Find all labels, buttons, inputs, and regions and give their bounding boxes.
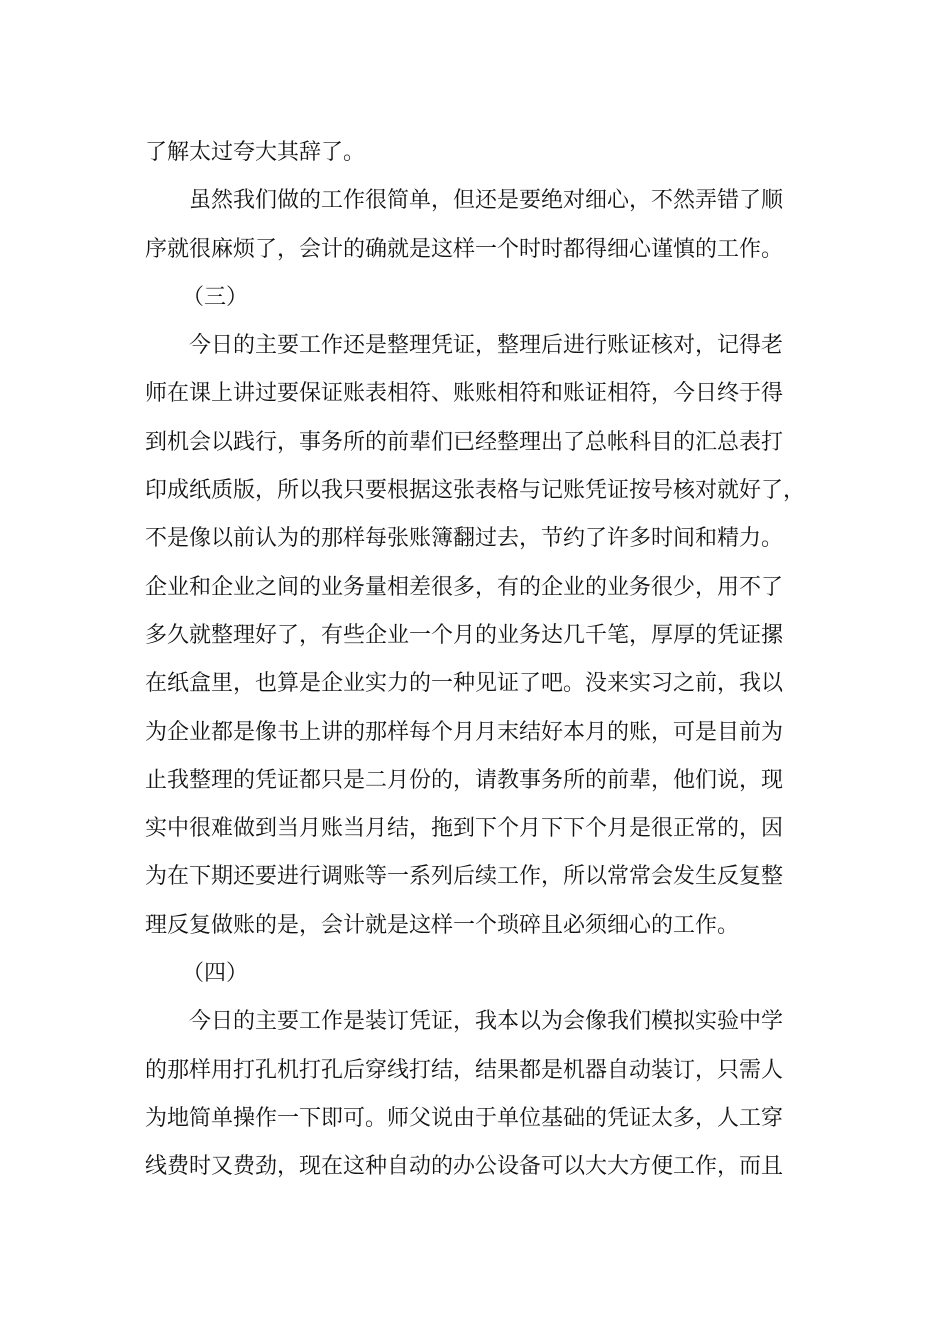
paragraph-line: 实中很难做到当月账当月结，拖到下个月下下个月是很正常的，因 bbox=[145, 816, 784, 842]
paragraph-line: 不是像以前认为的那样每张账簿翻过去，节约了许多时间和精力。 bbox=[145, 526, 784, 552]
paragraph-line: 为地简单操作一下即可。师父说由于单位基础的凭证太多，人工穿 bbox=[145, 1105, 784, 1131]
paragraph-line: 止我整理的凭证都只是二月份的，请教事务所的前辈，他们说，现 bbox=[145, 767, 784, 793]
section-heading-4: （四） bbox=[182, 961, 249, 987]
paragraph-line: 虽然我们做的工作很简单，但还是要绝对细心，不然弄错了顺 bbox=[189, 188, 784, 214]
paragraph-line: 今日的主要工作还是整理凭证，整理后进行账证核对，记得老 bbox=[189, 333, 784, 359]
paragraph-line: 的那样用打孔机打孔后穿线打结，结果都是机器自动装订，只需人 bbox=[145, 1057, 784, 1083]
paragraph-line: 理反复做账的是，会计就是这样一个琐碎且必须细心的工作。 bbox=[145, 912, 740, 938]
paragraph-line: 为企业都是像书上讲的那样每个月月末结好本月的账，可是目前为 bbox=[145, 719, 784, 745]
document-body bbox=[145, 129, 825, 1192]
paragraph-line: 到机会以践行，事务所的前辈们已经整理出了总帐科目的汇总表打 bbox=[145, 429, 784, 455]
paragraph-line: 为在下期还要进行调账等一系列后续工作，所以常常会发生反复整 bbox=[145, 864, 784, 890]
paragraph-line: 序就很麻烦了，会计的确就是这样一个时时都得细心谨慎的工作。 bbox=[145, 236, 784, 262]
paragraph-line: 多久就整理好了，有些企业一个月的业务达几千笔，厚厚的凭证摞 bbox=[145, 622, 784, 648]
paragraph-line: 印成纸质版，所以我只要根据这张表格与记账凭证按号核对就好了， bbox=[145, 478, 806, 504]
paragraph-line: 在纸盒里，也算是企业实力的一种见证了吧。没来实习之前，我以 bbox=[145, 671, 784, 697]
paragraph-line: 师在课上讲过要保证账表相符、账账相符和账证相符，今日终于得 bbox=[145, 381, 784, 407]
paragraph-line: 今日的主要工作是装订凭证，我本以为会像我们模拟实验中学 bbox=[189, 1009, 784, 1035]
paragraph-line: 企业和企业之间的业务量相差很多，有的企业的业务很少，用不了 bbox=[145, 574, 784, 600]
paragraph-line: 了解太过夸大其辞了。 bbox=[145, 140, 366, 165]
paragraph-line: 线费时又费劲，现在这种自动的办公设备可以大大方便工作，而且 bbox=[145, 1154, 784, 1180]
section-heading-3: （三） bbox=[182, 284, 249, 310]
